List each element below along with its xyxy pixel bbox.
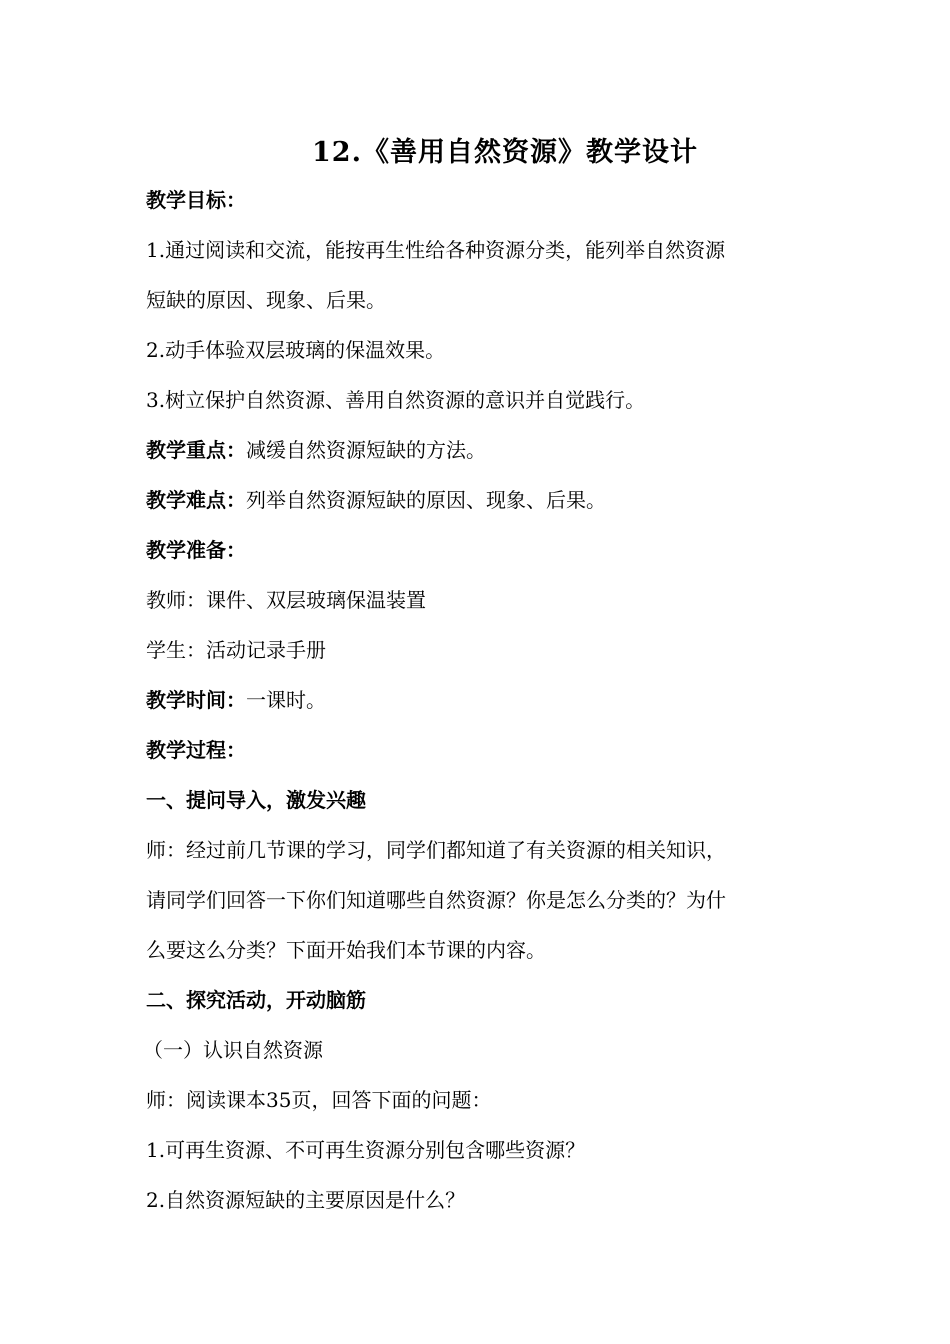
section-2-subheading: （一）认识自然资源 [143, 1038, 323, 1062]
section-2-heading: 二、探究活动，开动脑筋 [146, 988, 366, 1012]
section-1-line-3: 么要这么分类？下面开始我们本节课的内容。 [146, 938, 546, 962]
section-1-line-2: 请同学们回答一下你们知道哪些自然资源？你是怎么分类的？为什 [146, 888, 726, 912]
section-2-instruction: 师：阅读课本35页，回答下面的问题： [146, 1088, 492, 1112]
goal-1-line-2: 短缺的原因、现象、后果。 [146, 288, 386, 312]
preparation-teacher: 教师：课件、双层玻璃保温装置 [146, 588, 426, 612]
difficulty-text: 列举自然资源短缺的原因、现象、后果。 [246, 488, 606, 512]
goal-2: 2.动手体验双层玻璃的保温效果。 [146, 338, 446, 362]
time-text: 一课时。 [246, 688, 326, 712]
page-title: 12.《善用自然资源》教学设计 [312, 137, 698, 168]
goal-3: 3.树立保护自然资源、善用自然资源的意识并自觉践行。 [146, 388, 646, 412]
section-1-line-1: 师：经过前几节课的学习，同学们都知道了有关资源的相关知识， [146, 838, 726, 862]
difficulty-label: 教学难点： [146, 488, 246, 512]
goal-1-line-1: 1.通过阅读和交流，能按再生性给各种资源分类，能列举自然资源 [146, 238, 726, 262]
question-1: 1.可再生资源、不可再生资源分别包含哪些资源？ [146, 1138, 586, 1162]
preparation-student: 学生：活动记录手册 [146, 638, 326, 662]
key-point-text: 减缓自然资源短缺的方法。 [246, 438, 486, 462]
question-2: 2.自然资源短缺的主要原因是什么？ [146, 1188, 466, 1212]
key-point [146, 436, 486, 464]
difficulty [146, 486, 606, 514]
key-point-label: 教学重点： [146, 438, 246, 462]
preparation-heading: 教学准备： [146, 538, 246, 562]
process-heading: 教学过程： [146, 738, 246, 762]
time-label: 教学时间： [146, 688, 246, 712]
teaching-time [146, 686, 326, 714]
section-1-heading: 一、提问导入，激发兴趣 [146, 788, 366, 812]
goals-heading: 教学目标： [146, 188, 246, 212]
